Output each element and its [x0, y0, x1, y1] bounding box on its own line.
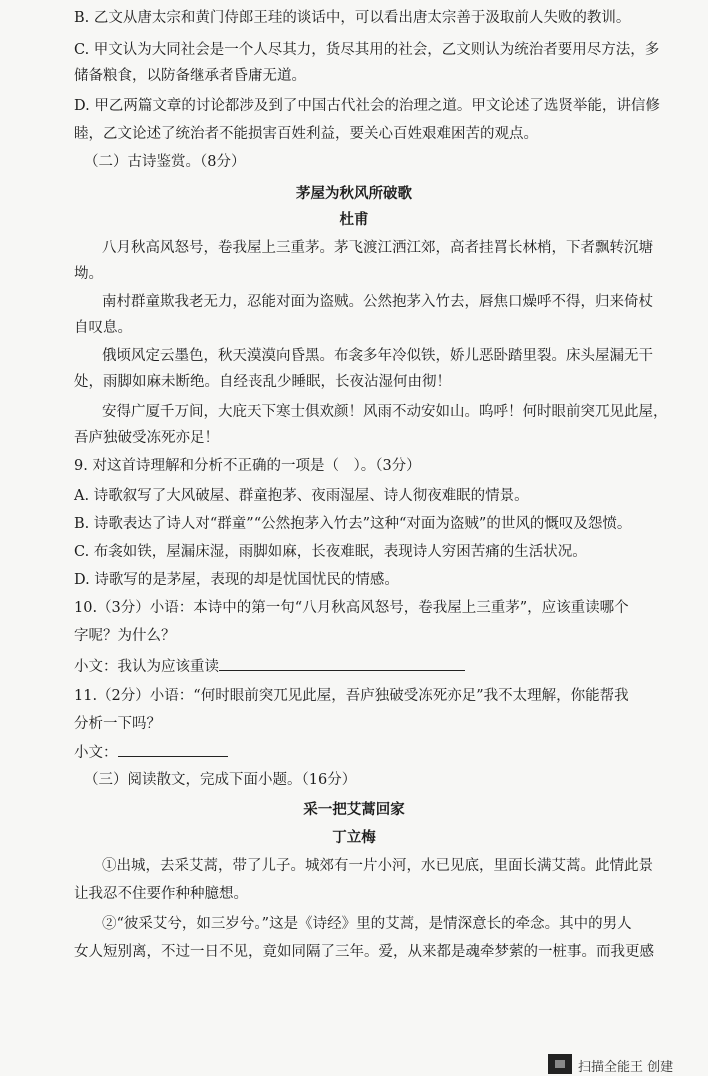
poem-stanza2-line1: 南村群童欺我老无力，忍能对面为盗贼。公然抱茅入竹去，唇焦口燥呼不得，归来倚杖 — [102, 294, 653, 310]
poem-stanza3-line1: 俄顷风定云墨色，秋天漠漠向昏黑。布衾多年冷似铁，娇儿恶卧踏里裂。床头屋漏无干 — [102, 348, 653, 364]
q9-option-c: C. 布衾如铁，屋漏床湿，雨脚如麻，长夜难眠，表现诗人穷困苦痛的生活状况。 — [74, 544, 587, 560]
q9-stem: 9. 对这首诗理解和分析不正确的一项是（ ）。（3分） — [74, 458, 421, 474]
poem-title: 茅屋为秋风所破歌 — [296, 185, 412, 202]
poem-stanza3-line2: 处，雨脚如麻未断绝。自经丧乱少睡眠，长夜沾湿何由彻！ — [74, 374, 451, 390]
option-d-prev-line1: D. 甲乙两篇文章的讨论都涉及到了中国古代社会的治理之道。甲文论述了选贤举能，讲信修 — [74, 98, 660, 114]
essay-author: 丁立梅 — [332, 829, 376, 846]
essay-para2-line1: ②“彼采艾兮，如三岁兮。”这是《诗经》里的艾蒿，是情深意长的牵念。其中的男人 — [102, 916, 632, 932]
q11-answer-prefix: 小文： — [74, 745, 118, 761]
section2-heading: （二）古诗鉴赏。（8分） — [84, 154, 246, 170]
q9-option-a: A. 诗歌叙写了大风破屋、群童抱茅、夜雨湿屋、诗人彻夜难眠的情景。 — [74, 488, 529, 504]
scanner-watermark: 扫描全能王 创建 — [578, 1060, 674, 1075]
q10-answer-prefix: 小文：我认为应该重读 — [74, 659, 219, 675]
poem-stanza4-line1: 安得广厦千万间，大庇天下寒士俱欢颜！风雨不动安如山。呜呼！何时眼前突兀见此屋， — [102, 404, 668, 420]
option-c-prev-line1: C. 甲文认为大同社会是一个人尽其力，货尽其用的社会，乙文则认为统治者要用尽方法，多 — [74, 42, 660, 58]
q11-stem-line1: 11.（2分）小语：“何时眼前突兀见此屋，吾庐独破受冻死亦足”我不太理解，你能帮我 — [74, 688, 629, 704]
essay-title: 采一把艾蒿回家 — [303, 801, 405, 818]
q10-answer-row — [0, 656, 708, 677]
q10-answer-blank[interactable] — [219, 656, 465, 671]
poem-author: 杜甫 — [339, 211, 369, 228]
q11-answer-row — [0, 742, 708, 763]
poem-stanza2-line2: 自叹息。 — [74, 320, 132, 336]
qr-code-icon — [548, 1054, 572, 1074]
essay-para1-line2: 让我忍不住要作种种臆想。 — [74, 886, 248, 902]
poem-stanza1-line1: 八月秋高风怒号，卷我屋上三重茅。茅飞渡江洒江郊，高者挂罥长林梢，下者飘转沉塘 — [102, 240, 653, 256]
essay-para1-line1: ①出城，去采艾蒿，带了儿子。城郊有一片小河，水已见底，里面长满艾蒿。此情此景 — [102, 858, 653, 874]
option-d-prev-line2: 睦，乙文论述了统治者不能损害百姓利益，要关心百姓艰难困苦的观点。 — [74, 126, 538, 142]
poem-stanza1-line2: 坳。 — [74, 266, 103, 282]
q10-stem-line1: 10.（3分）小语：本诗中的第一句“八月秋高风怒号，卷我屋上三重茅”，应该重读哪个 — [74, 600, 629, 616]
essay-para2-line2: 女人短别离，不过一日不见，竟如同隔了三年。爱，从来都是魂牵梦萦的一桩事。而我更感 — [74, 944, 654, 960]
section3-heading: （三）阅读散文，完成下面小题。（16分） — [84, 772, 357, 788]
q9-option-b: B. 诗歌表达了诗人对“群童”“公然抱茅入竹去”这种“对面为盗贼”的世风的慨叹及怨愤。 — [74, 516, 632, 532]
poem-stanza4-line2: 吾庐独破受冻死亦足！ — [74, 430, 219, 446]
q11-answer-blank[interactable] — [118, 742, 228, 757]
q11-stem-line2: 分析一下吗？ — [74, 716, 161, 732]
option-b-prev: B. 乙文从唐太宗和黄门侍郎王珪的谈话中，可以看出唐太宗善于汲取前人失败的教训。 — [74, 10, 631, 26]
option-c-prev-line2: 储备粮食，以防备继承者昏庸无道。 — [74, 68, 306, 84]
q10-stem-line2: 字呢？为什么？ — [74, 628, 176, 644]
q9-option-d: D. 诗歌写的是茅屋，表现的却是忧国忧民的情感。 — [74, 572, 399, 588]
